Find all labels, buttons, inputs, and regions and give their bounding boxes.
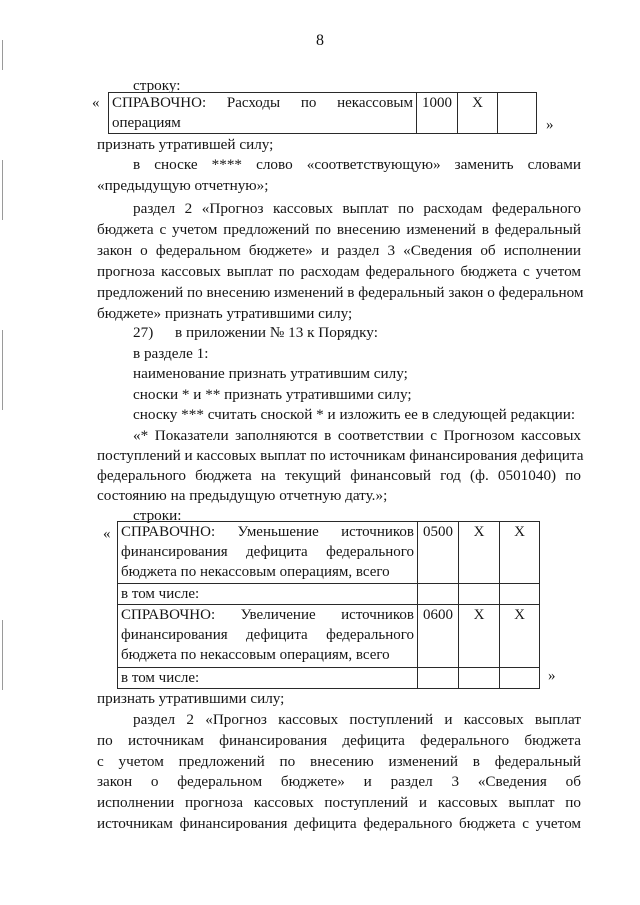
paragraph-line: раздел 2 «Прогноз кассовых поступлений и кассовых выплат bbox=[133, 711, 581, 728]
page-number: 8 bbox=[316, 32, 324, 49]
close-quote: » bbox=[546, 117, 554, 133]
table-cell-label: в том числе: bbox=[118, 668, 418, 689]
paragraph-line: с учетом предложений по внесению изменений в федеральный bbox=[97, 753, 581, 770]
table-cell-code: 1000 bbox=[417, 93, 458, 134]
paragraph-line: сноски * и ** признать утратившими силу; bbox=[133, 386, 412, 403]
table-cell-text: СПРАВОЧНО: Расходы по некассовым bbox=[112, 95, 413, 111]
paragraph-line: в сноске **** слово «соответствующую» заменить словами bbox=[133, 156, 581, 173]
scan-edge-mark bbox=[2, 330, 3, 410]
table-cell-label: в том числе: bbox=[118, 584, 418, 605]
table-row bbox=[118, 522, 540, 584]
table-row bbox=[118, 605, 540, 668]
table-cell-value: X bbox=[459, 605, 500, 668]
table-cell-value: X bbox=[500, 522, 540, 584]
table-cell-value: X bbox=[459, 522, 500, 584]
table-cell-empty bbox=[500, 668, 540, 689]
table-cell-text: бюджета по некассовым операциям, всего bbox=[121, 647, 390, 663]
paragraph-line: исполнении прогноза кассовых поступлений и кассовых выплат по bbox=[97, 794, 581, 811]
open-quote: « bbox=[103, 526, 111, 542]
paragraph-line: в разделе 1: bbox=[133, 345, 209, 362]
table-cell-text: финансирования дефицита федерального bbox=[121, 544, 414, 560]
table-cell-code: 0500 bbox=[418, 522, 459, 584]
reference-table-sources bbox=[117, 521, 540, 689]
open-quote: « bbox=[92, 95, 100, 111]
list-number: 27) bbox=[133, 324, 154, 341]
paragraph-line: бюджета с учетом предложений по внесению изменений в федеральный bbox=[97, 221, 581, 238]
paragraph-line: состоянию на предыдущую отчетную дату.»; bbox=[97, 487, 388, 504]
paragraph-line: сноску *** считать сноской * и изложить ее в следующей редакции: bbox=[133, 406, 576, 423]
paragraph-line: бюджете» признать утратившими силу; bbox=[97, 305, 353, 322]
table-cell-label bbox=[109, 93, 417, 134]
table-cell-label bbox=[118, 522, 418, 584]
table-cell-value bbox=[498, 93, 537, 134]
paragraph-line: прогноза кассовых выплат по расходам федерального бюджета с учетом bbox=[97, 263, 581, 280]
paragraph-line: закон о федеральном бюджете» и раздел 3 «Сведения об bbox=[97, 773, 581, 790]
paragraph-line: «предыдущую отчетную»; bbox=[97, 177, 269, 194]
paragraph-line: поступлений и кассовых выплат по источникам финансирования дефицита bbox=[97, 447, 584, 464]
table-cell-text: СПРАВОЧНО: Уменьшение источников bbox=[121, 524, 414, 540]
paragraph-line: строки: bbox=[133, 507, 182, 524]
paragraph-line: признать утратившими силу; bbox=[97, 690, 285, 707]
table-cell-code: 0600 bbox=[418, 605, 459, 668]
table-row bbox=[118, 668, 540, 689]
table-cell-text: СПРАВОЧНО: Увеличение источников bbox=[121, 607, 414, 623]
table-cell-text: бюджета по некассовым операциям, всего bbox=[121, 564, 390, 580]
table-cell-empty bbox=[500, 584, 540, 605]
paragraph-line: источникам финансирования дефицита федерального бюджета с учетом bbox=[97, 815, 581, 832]
scan-edge-mark bbox=[2, 620, 3, 690]
table-cell-empty bbox=[418, 668, 459, 689]
close-quote: » bbox=[548, 668, 556, 684]
table-cell-label bbox=[118, 605, 418, 668]
paragraph-line: строку: bbox=[133, 77, 181, 94]
reference-table-expenses bbox=[108, 92, 537, 134]
table-cell-empty bbox=[459, 668, 500, 689]
table-row bbox=[118, 584, 540, 605]
table-cell-text: операциям bbox=[112, 115, 181, 131]
table-cell-empty bbox=[418, 584, 459, 605]
paragraph-line: федерального бюджета на текущий финансовый год (ф. 0501040) по bbox=[97, 467, 581, 484]
table-cell-text: финансирования дефицита федерального bbox=[121, 627, 414, 643]
paragraph-line: в приложении № 13 к Порядку: bbox=[175, 324, 378, 341]
paragraph-line: предложений по внесению изменений в федеральный закон о федеральном bbox=[97, 284, 584, 301]
paragraph-line: раздел 2 «Прогноз кассовых выплат по расходам федерального bbox=[133, 200, 581, 217]
paragraph-line: закон о федеральном бюджете» и раздел 3 «Сведения об исполнении bbox=[97, 242, 581, 259]
paragraph-line: по источникам финансирования дефицита федерального бюджета bbox=[97, 732, 581, 749]
table-cell-empty bbox=[459, 584, 500, 605]
scan-edge-mark bbox=[2, 160, 3, 220]
paragraph-line: «* Показатели заполняются в соответствии с Прогнозом кассовых bbox=[133, 427, 581, 444]
table-cell-value: X bbox=[500, 605, 540, 668]
paragraph-line: признать утратившей силу; bbox=[97, 136, 274, 153]
table-cell-value: X bbox=[458, 93, 498, 134]
paragraph-line: наименование признать утратившим силу; bbox=[133, 365, 408, 382]
